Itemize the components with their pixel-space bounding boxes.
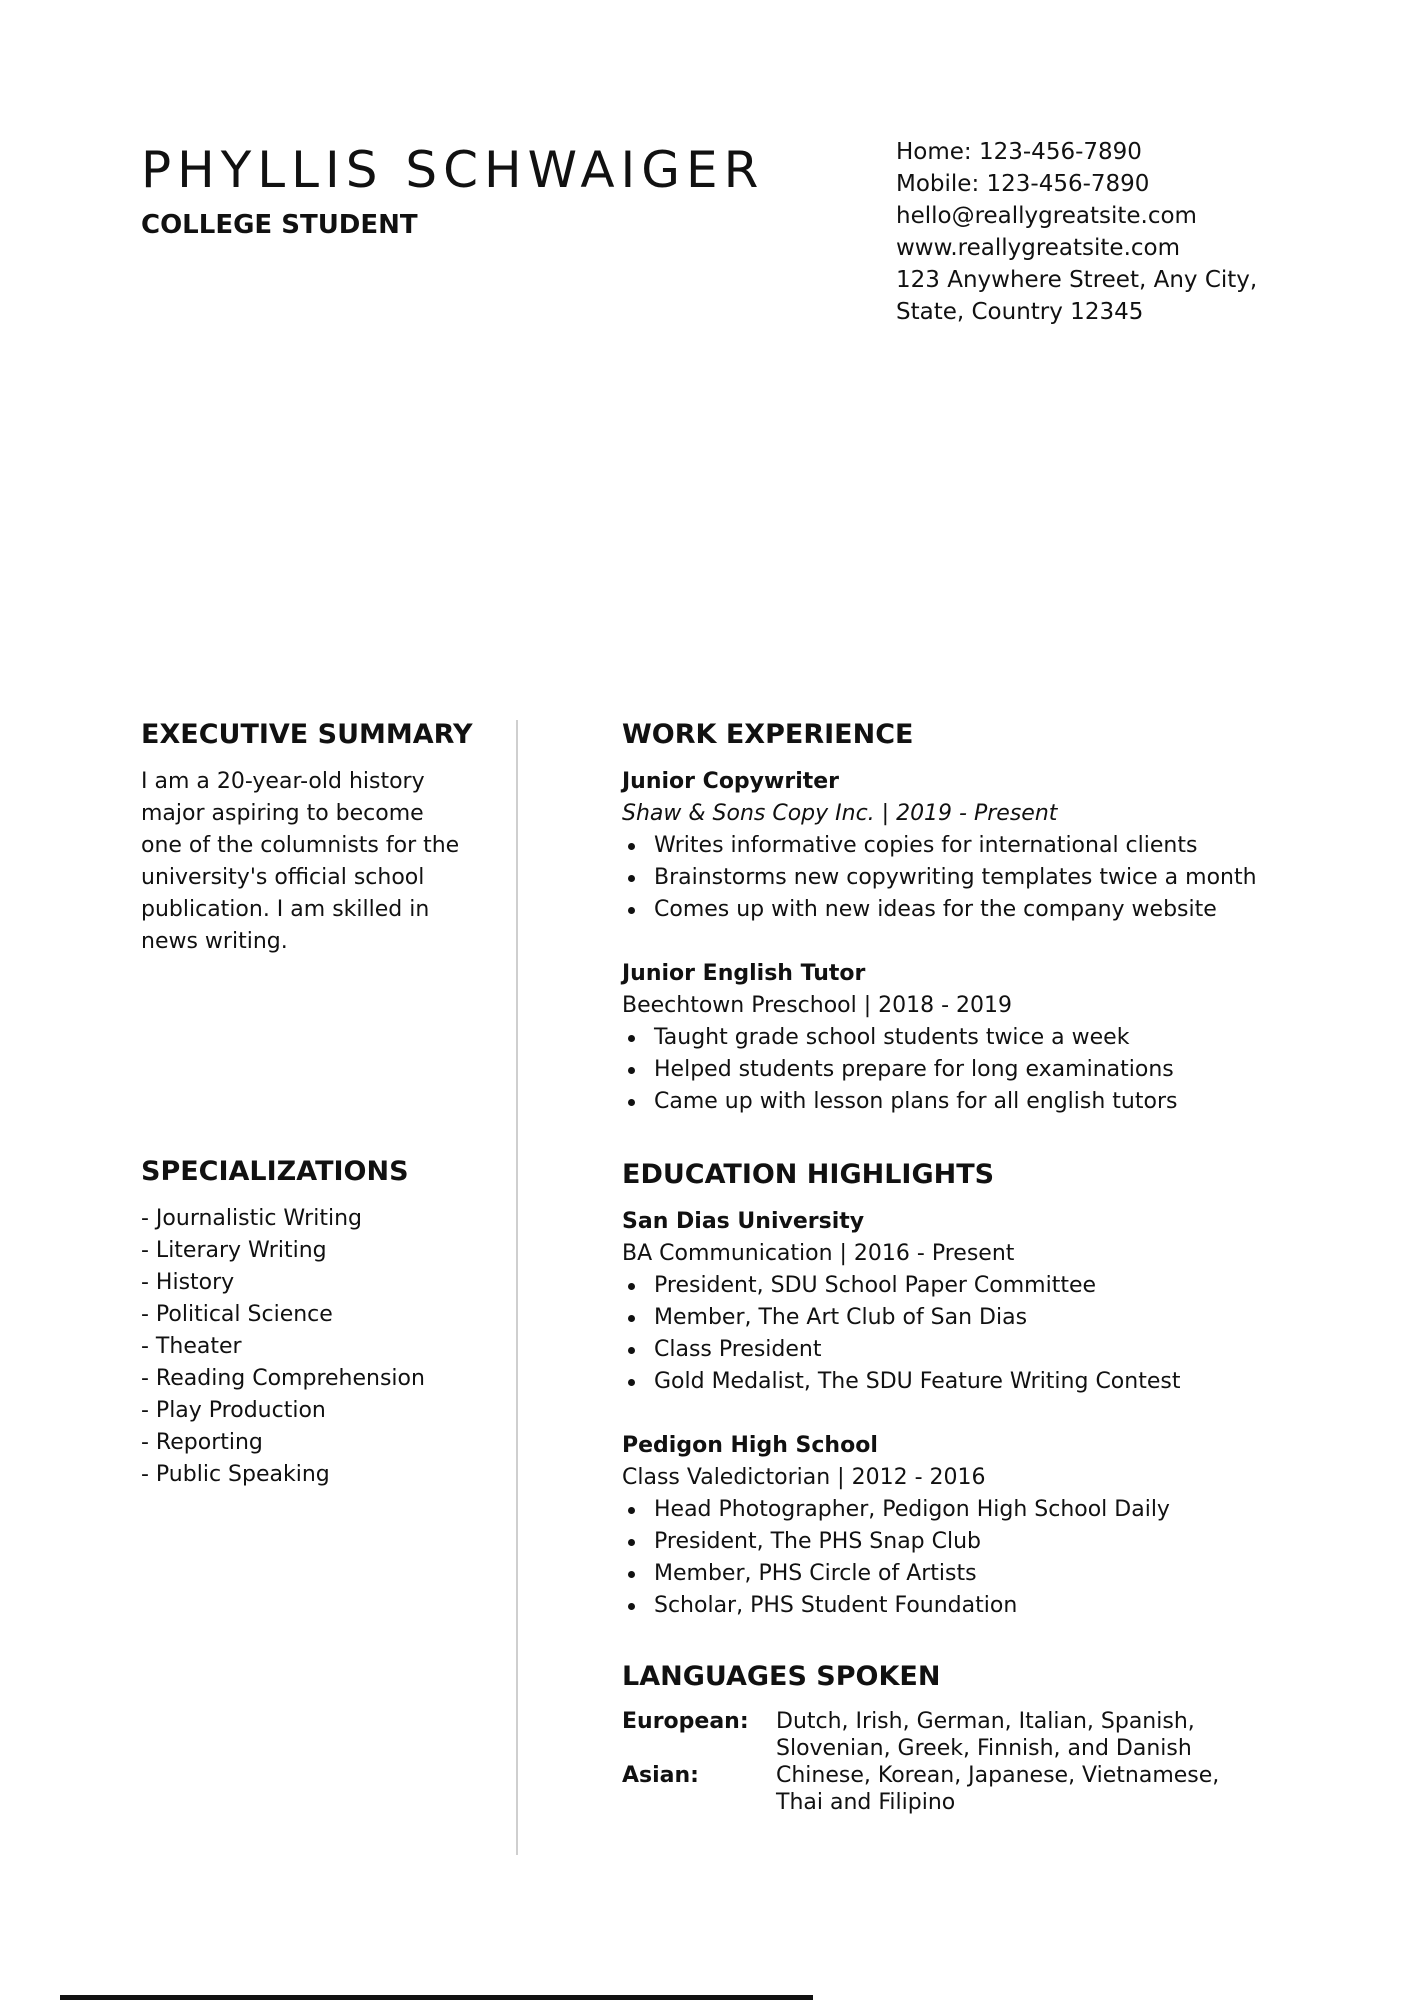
executive-summary-title: EXECUTIVE SUMMARY — [141, 719, 473, 750]
list-item: Came up with lesson plans for all english tutors — [622, 1086, 1322, 1118]
work-entry — [622, 766, 1322, 926]
language-row — [622, 1708, 1322, 1762]
list-item: Comes up with new ideas for the company website — [622, 894, 1322, 926]
school-name: San Dias University — [622, 1209, 865, 1234]
job-company-dates: Shaw & Sons Copy Inc. | 2019 - Present — [622, 801, 1058, 826]
education-entry — [622, 1206, 1322, 1398]
list-item: President, The PHS Snap Club — [622, 1526, 1322, 1558]
list-item: Member, The Art Club of San Dias — [622, 1302, 1322, 1334]
language-list: Chinese, Korean, Japanese, Vietnamese, Thai and Filipino — [776, 1763, 1220, 1815]
specializations-section — [141, 1155, 481, 1491]
school-bullets — [622, 1494, 1322, 1622]
left-column — [141, 718, 481, 1491]
languages-title: LANGUAGES SPOKEN — [622, 1661, 941, 1692]
applicant-role: COLLEGE STUDENT — [141, 210, 418, 240]
languages-section — [622, 1660, 1322, 1816]
list-item: - Public Speaking — [141, 1462, 330, 1487]
contact-block — [896, 136, 1316, 328]
specializations-title: SPECIALIZATIONS — [141, 1156, 409, 1187]
contact-website: www.reallygreatsite.com — [896, 235, 1181, 261]
applicant-name: PHYLLIS SCHWAIGER — [141, 141, 765, 199]
contact-email: hello@reallygreatsite.com — [896, 203, 1197, 229]
language-region-label: Asian: — [622, 1763, 699, 1788]
contact-address-line-1: 123 Anywhere Street, Any City, — [896, 267, 1258, 293]
list-item: Helped students prepare for long examinations — [622, 1054, 1322, 1086]
list-item: - History — [141, 1270, 235, 1295]
school-degree-dates: BA Communication | 2016 - Present — [622, 1241, 1015, 1266]
list-item: - Theater — [141, 1334, 242, 1359]
education-section — [622, 1158, 1322, 1622]
education-title: EDUCATION HIGHLIGHTS — [622, 1159, 995, 1190]
contact-home-phone: Home: 123-456-7890 — [896, 139, 1142, 165]
executive-summary-section — [141, 718, 481, 958]
list-item: - Reporting — [141, 1430, 263, 1455]
footer-rule — [60, 1995, 813, 2000]
school-degree-dates: Class Valedictorian | 2012 - 2016 — [622, 1465, 986, 1490]
list-item: Member, PHS Circle of Artists — [622, 1558, 1322, 1590]
work-experience-title: WORK EXPERIENCE — [622, 719, 914, 750]
job-title: Junior Copywriter — [622, 769, 840, 794]
list-item: - Literary Writing — [141, 1238, 327, 1263]
job-bullets — [622, 1022, 1322, 1118]
job-company-dates: Beechtown Preschool | 2018 - 2019 — [622, 993, 1013, 1018]
language-region-label: European: — [622, 1709, 749, 1734]
list-item: Taught grade school students twice a week — [622, 1022, 1322, 1054]
job-bullets — [622, 830, 1322, 926]
list-item: Head Photographer, Pedigon High School Daily — [622, 1494, 1322, 1526]
executive-summary-text: I am a 20-year-old history major aspiring to become one of the columnists for the university's official school publication. I am skilled in news writing. — [141, 769, 460, 954]
list-item: President, SDU School Paper Committee — [622, 1270, 1322, 1302]
list-item: - Political Science — [141, 1302, 333, 1327]
work-experience-section — [622, 718, 1322, 1118]
education-entry — [622, 1430, 1322, 1622]
contact-address-line-2: State, Country 12345 — [896, 299, 1144, 325]
right-column — [622, 718, 1322, 1816]
list-item: Class President — [622, 1334, 1322, 1366]
list-item: - Play Production — [141, 1398, 326, 1423]
list-item: Gold Medalist, The SDU Feature Writing Contest — [622, 1366, 1322, 1398]
list-item: - Reading Comprehension — [141, 1366, 425, 1391]
list-item: Scholar, PHS Student Foundation — [622, 1590, 1322, 1622]
language-list: Dutch, Irish, German, Italian, Spanish, Slovenian, Greek, Finnish, and Danish — [776, 1709, 1195, 1761]
language-row — [622, 1762, 1322, 1816]
list-item: Writes informative copies for international clients — [622, 830, 1322, 862]
specializations-list — [141, 1203, 481, 1491]
list-item: - Journalistic Writing — [141, 1206, 362, 1231]
work-entry — [622, 958, 1322, 1118]
job-title: Junior English Tutor — [622, 961, 866, 986]
list-item: Brainstorms new copywriting templates twice a month — [622, 862, 1322, 894]
contact-mobile-phone: Mobile: 123-456-7890 — [896, 171, 1150, 197]
school-bullets — [622, 1270, 1322, 1398]
column-divider — [516, 720, 518, 1855]
school-name: Pedigon High School — [622, 1433, 878, 1458]
